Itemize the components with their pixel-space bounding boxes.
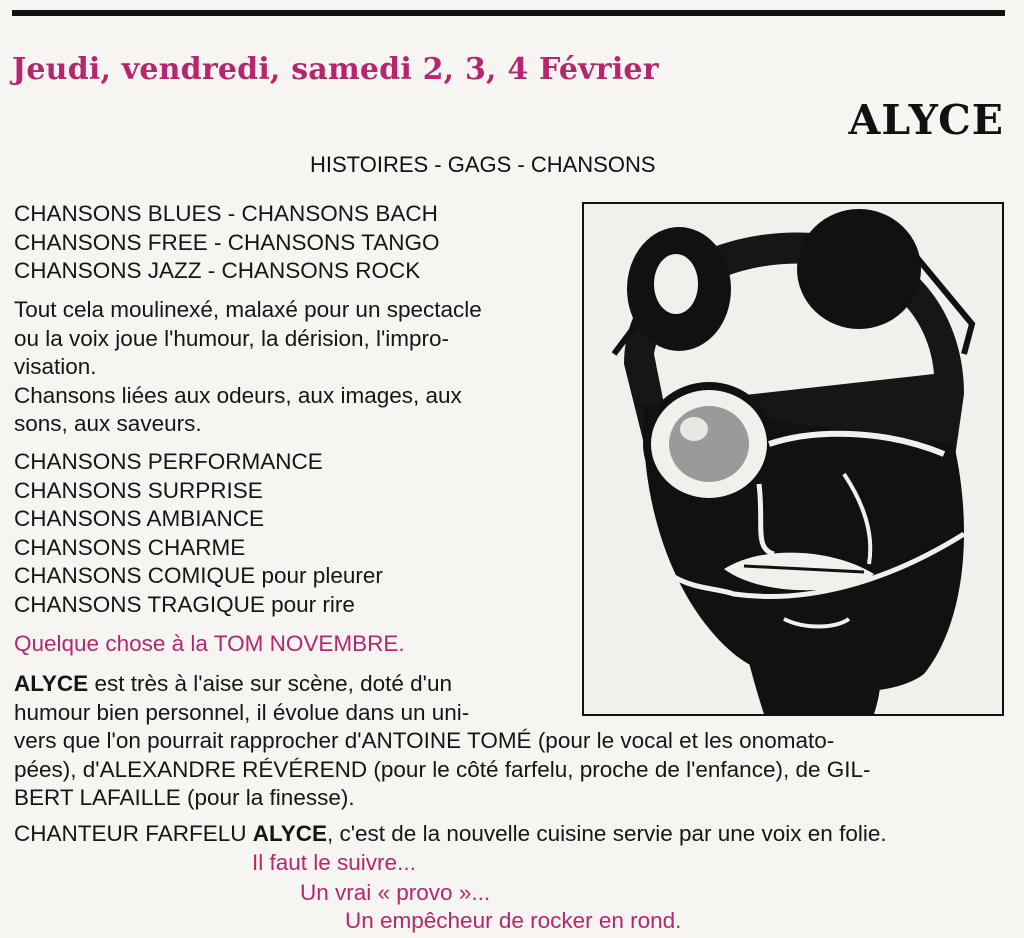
tagline-line: Un vrai « provo »... [300,880,491,905]
artist-portrait-image [584,204,1002,714]
closing-line: CHANTEUR FARFELU ALYCE, c'est de la nouvelle cuisine servie par une voix en folie. [14,821,887,846]
list-item: CHANSONS JAZZ - CHANSONS ROCK [14,258,421,283]
tagline-line: Il faut le suivre... [252,850,416,875]
description-line: Chansons liées aux odeurs, aux images, aux [14,382,462,408]
bio-line: ALYCE est très à l'aise sur scène, doté d'un [14,671,452,696]
performance-list [14,448,383,619]
list-item: CHANSONS PERFORMANCE [14,449,323,474]
styles-list [14,200,439,286]
artist-photo [582,202,1004,716]
description-line: ou la voix joue l'humour, la dérision, l'impro- [14,325,450,351]
bio-line: humour bien personnel, il évolue dans un uni- [14,699,470,725]
top-rule [12,10,1005,16]
bio-line: pées), d'ALEXANDRE RÉVÉREND (pour le côté farfelu, proche de l'enfance), de GIL- [14,756,871,782]
artist-name-inline: ALYCE [14,671,89,696]
list-item: CHANSONS CHARME [14,534,246,560]
bio-line: BERT LAFAILLE (pour la finesse). [14,785,355,810]
description [14,296,482,439]
list-item: CHANSONS SURPRISE [14,477,263,503]
description-line: Tout cela moulinexé, malaxé pour un spectacle [14,297,482,322]
list-item: CHANSONS AMBIANCE [14,506,265,531]
show-subtitle: HISTOIRES - GAGS - CHANSONS [310,152,656,177]
list-item: CHANSONS COMIQUE pour pleurer [14,563,383,588]
list-item: CHANSONS TRAGIQUE pour rire [14,591,355,617]
tagline-line: Un empêcheur de rocker en rond. [345,908,682,933]
artist-name: ALYCE [848,96,1004,144]
list-item: CHANSONS BLUES - CHANSONS BACH [14,201,438,226]
description-line: sons, aux saveurs. [14,411,202,436]
list-item: CHANSONS FREE - CHANSONS TANGO [14,229,440,255]
event-dates: Jeudi, vendredi, samedi 2, 3, 4 Février [12,52,659,87]
comparison-line: Quelque chose à la TOM NOVEMBRE. [14,631,405,656]
bio-line: vers que l'on pourrait rapprocher d'ANTOINE TOMÉ (pour le vocal et les onomato- [14,728,835,753]
artist-name-inline: ALYCE [252,821,327,846]
description-line: visation. [14,354,97,379]
